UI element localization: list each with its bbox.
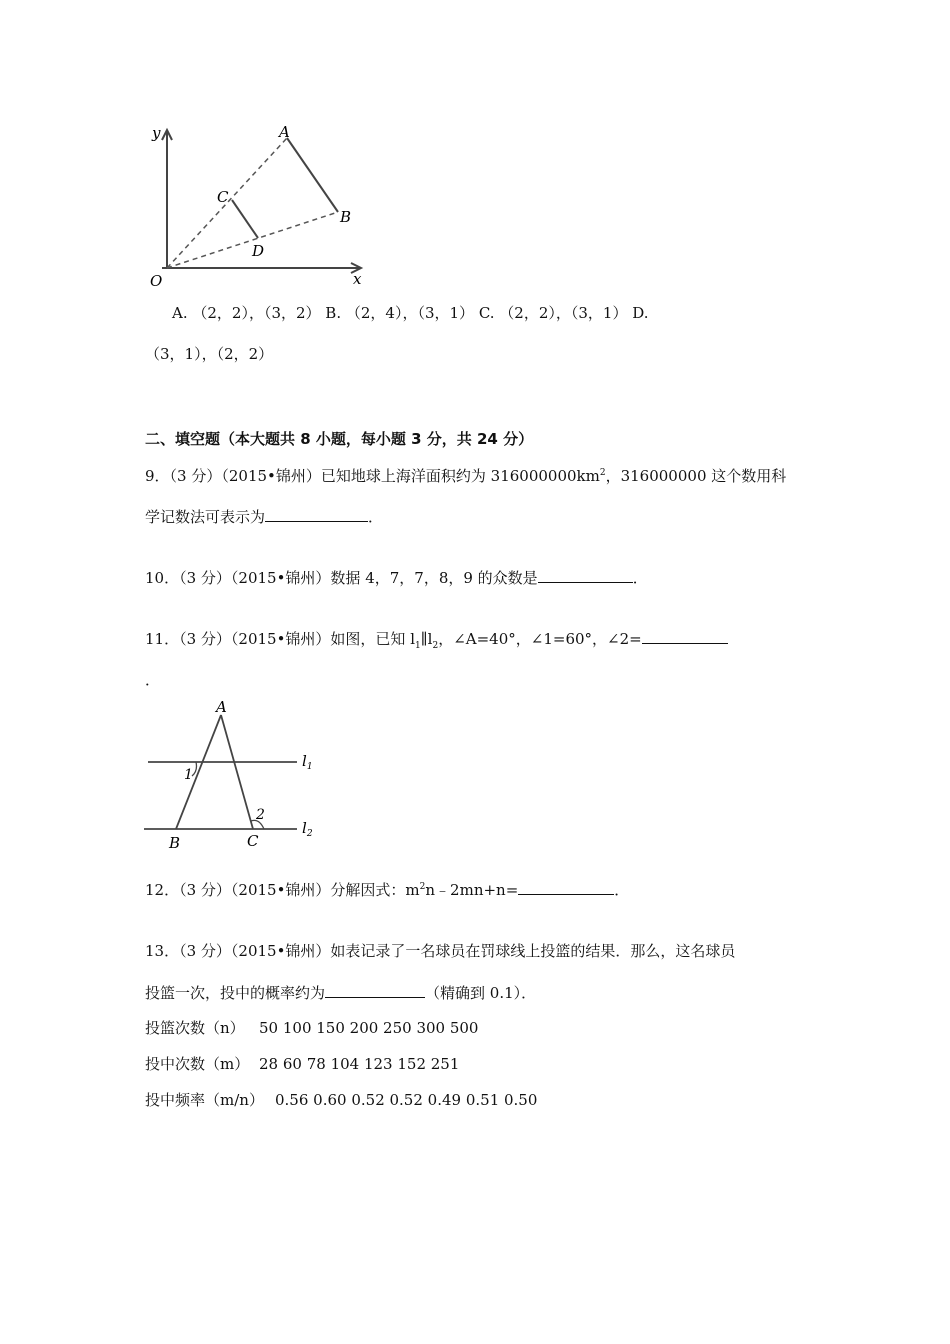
label-C: C — [247, 832, 259, 850]
q13-text-pre: 投篮一次，投中的概率约为 — [145, 984, 326, 1002]
question-11 — [145, 628, 728, 651]
segment-CD — [232, 200, 258, 238]
q10-period: ． — [632, 569, 648, 587]
label-l2 — [302, 819, 313, 839]
label-C: C — [217, 188, 229, 206]
label-D: D — [252, 242, 265, 260]
label-angle-2: 2 — [256, 807, 265, 823]
label-O: O — [150, 272, 163, 290]
q11-text-mid1: ∥l — [420, 630, 433, 648]
q12-text-pre: 12．（3 分）（2015•锦州）分解因式：m — [145, 881, 420, 899]
segment-AC — [221, 715, 253, 829]
label-l1-sub: 1 — [306, 762, 313, 772]
question-12 — [145, 879, 629, 900]
q10-text: 10．（3 分）（2015•锦州）数据 4，7，7，8，9 的众数是 — [145, 569, 538, 587]
row-values: 50 100 150 200 250 300 500 — [259, 1019, 479, 1037]
label-A: A — [279, 123, 290, 141]
q10-answer-blank[interactable] — [538, 568, 633, 583]
segment-AB — [176, 715, 221, 829]
row-values: 28 60 78 104 123 152 251 — [259, 1055, 460, 1073]
q11-sub1: 1 — [415, 641, 421, 651]
q13-text-post: （精确到 0.1）． — [425, 984, 537, 1002]
parallel-lines-figure — [140, 695, 330, 855]
q9-answer-blank[interactable] — [265, 507, 368, 522]
label-A: A — [216, 698, 227, 716]
segment-AB — [287, 138, 338, 212]
q9-text-pre: 9．（3 分）（2015•锦州）已知地球上海洋面积约为 316000000km — [145, 467, 600, 485]
table-row — [145, 1017, 478, 1038]
row-label: 投中次数（m） — [145, 1055, 250, 1073]
label-l1 — [302, 752, 313, 772]
label-l2-main: l — [302, 819, 307, 837]
table-row — [145, 1089, 537, 1110]
row-label: 投中频率（m/n） — [145, 1091, 264, 1109]
q8-options-line2: （3，1），（2，2） — [145, 345, 274, 363]
q12-answer-blank[interactable] — [518, 880, 614, 895]
label-l1-main: l — [302, 752, 307, 770]
q11-answer-blank[interactable] — [642, 629, 728, 644]
q9-text-post: ，316000000 这个数用科 — [605, 467, 787, 485]
question-11-line2: ． — [145, 671, 161, 689]
coordinate-figure — [140, 120, 380, 290]
question-9-line1 — [145, 465, 786, 486]
question-10 — [145, 567, 648, 588]
table-row — [145, 1053, 459, 1074]
question-13-line2 — [145, 982, 536, 1003]
label-B: B — [169, 834, 181, 852]
label-x: x — [353, 270, 362, 288]
q11-sub2: 2 — [432, 641, 439, 651]
q9-period: ． — [368, 508, 384, 526]
section-title: 二、填空题（本大题共 8 小题，每小题 3 分，共 24 分） — [145, 430, 534, 448]
q9-superscript: 2 — [599, 468, 606, 478]
question-9-line2 — [145, 506, 383, 527]
row-values: 0.56 0.60 0.52 0.52 0.49 0.51 0.50 — [275, 1091, 538, 1109]
row-label: 投篮次数（n） — [145, 1019, 245, 1037]
q11-text-mid2: ，∠A=40°，∠1=60°，∠2= — [438, 630, 642, 648]
label-l2-sub: 2 — [306, 829, 313, 839]
label-B: B — [340, 208, 352, 226]
q13-answer-blank[interactable] — [325, 983, 425, 998]
q12-period: ． — [614, 881, 630, 899]
question-13-line1: 13．（3 分）（2015•锦州）如表记录了一名球员在罚球线上投篮的结果．那么，这名球员 — [145, 942, 736, 960]
q12-superscript: 2 — [419, 882, 426, 892]
q12-text-mid: n﹣2mn+n= — [425, 881, 519, 899]
q8-options-line1: A. （2，2），（3，2） B. （2，4），（3，1） C. （2，2），（3，1） D. — [172, 304, 649, 322]
q11-text-pre: 11．（3 分）（2015•锦州）如图，已知 l — [145, 630, 415, 648]
label-angle-1: 1 — [184, 767, 193, 783]
label-y: y — [152, 124, 161, 142]
q9-text-line2: 学记数法可表示为 — [145, 508, 266, 526]
